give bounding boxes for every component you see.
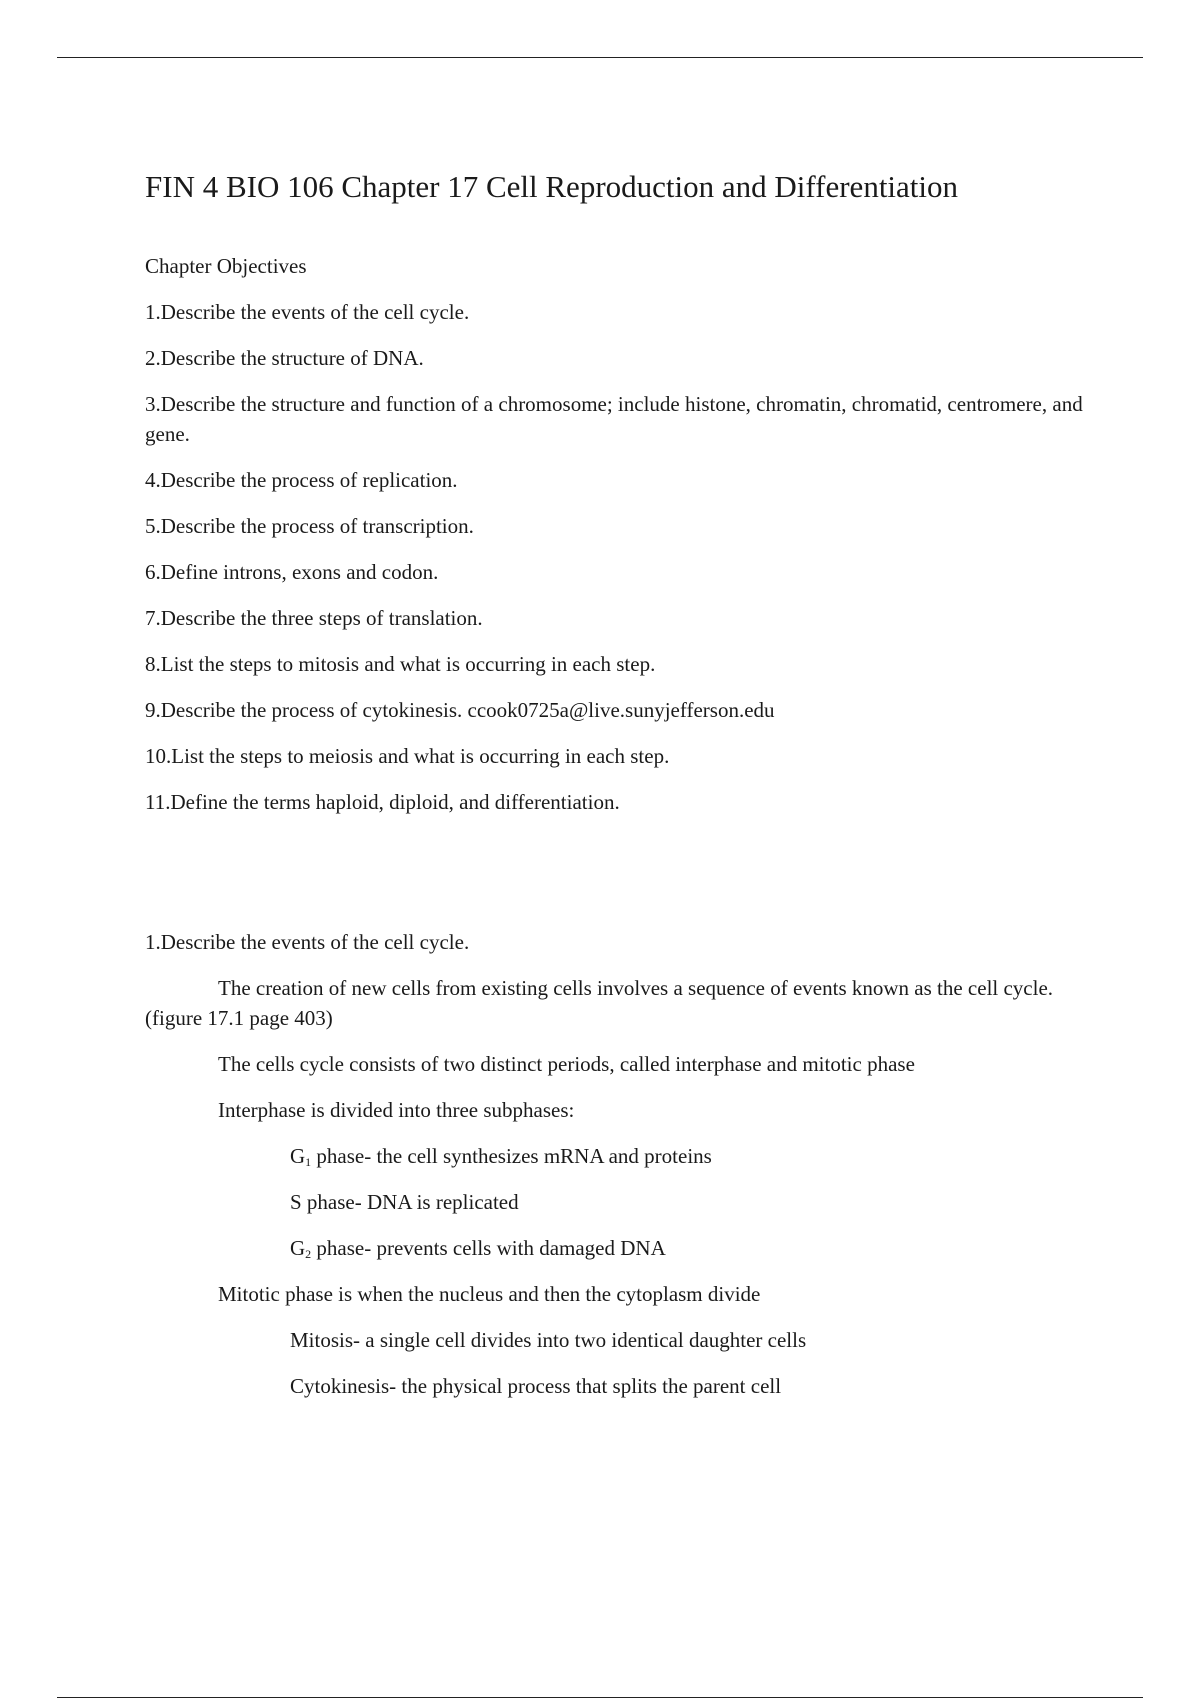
g2-subscript: 2 bbox=[305, 1246, 312, 1261]
g1-subscript: 1 bbox=[305, 1154, 312, 1169]
interphase-text: Interphase is divided into three subphases: bbox=[218, 1097, 575, 1122]
mitosis-text: Mitosis- a single cell divides into two identical daughter cells bbox=[290, 1327, 807, 1352]
objective-item: 11.Define the terms haploid, diploid, and differentiation. bbox=[145, 789, 620, 814]
s-phase-text: S phase- DNA is replicated bbox=[290, 1189, 519, 1214]
g2-letter: G bbox=[290, 1235, 306, 1260]
objective-item: 7.Describe the three steps of translation. bbox=[145, 605, 483, 630]
section-cell-cycle bbox=[145, 927, 1090, 1401]
document-title: FIN 4 BIO 106 Chapter 17 Cell Reproduction and Differentiation bbox=[145, 169, 959, 204]
g1-letter: G bbox=[290, 1143, 306, 1168]
document-body bbox=[145, 168, 1090, 1417]
objective-item: 10.List the steps to meiosis and what is occurring in each step. bbox=[145, 743, 670, 768]
cytokinesis-text: Cytokinesis- the physical process that splits the parent cell bbox=[290, 1373, 782, 1398]
section-intro: The creation of new cells from existing cells involves a sequence of events known as the cell cycle. (figure 17.1 page 403) bbox=[145, 975, 1054, 1030]
objective-item: 8.List the steps to mitosis and what is occurring in each step. bbox=[145, 651, 656, 676]
periods-text: The cells cycle consists of two distinct periods, called interphase and mitotic phase bbox=[218, 1051, 915, 1076]
objectives-list bbox=[145, 297, 1090, 817]
bottom-rule bbox=[57, 1697, 1143, 1698]
g1-phase-text bbox=[145, 1141, 1090, 1171]
section-heading: 1.Describe the events of the cell cycle. bbox=[145, 929, 470, 954]
objective-item: 6.Define introns, exons and codon. bbox=[145, 559, 439, 584]
objective-item: 5.Describe the process of transcription. bbox=[145, 513, 474, 538]
objective-item: 2.Describe the structure of DNA. bbox=[145, 345, 424, 370]
mitotic-phase-text: Mitotic phase is when the nucleus and then the cytoplasm divide bbox=[218, 1281, 761, 1306]
top-rule bbox=[57, 57, 1143, 58]
objective-item: 3.Describe the structure and function of a chromosome; include histone, chromatin, chromatid, centromere, and gene. bbox=[145, 391, 1083, 446]
objective-item: 9.Describe the process of cytokinesis. ccook0725a@live.sunyjefferson.edu bbox=[145, 697, 775, 722]
objective-item: 4.Describe the process of replication. bbox=[145, 467, 458, 492]
g1-description: phase- the cell synthesizes mRNA and proteins bbox=[311, 1143, 712, 1168]
objective-item: 1.Describe the events of the cell cycle. bbox=[145, 299, 470, 324]
objectives-heading: Chapter Objectives bbox=[145, 253, 307, 278]
g2-phase-text bbox=[145, 1233, 1090, 1263]
g2-description: phase- prevents cells with damaged DNA bbox=[311, 1235, 666, 1260]
